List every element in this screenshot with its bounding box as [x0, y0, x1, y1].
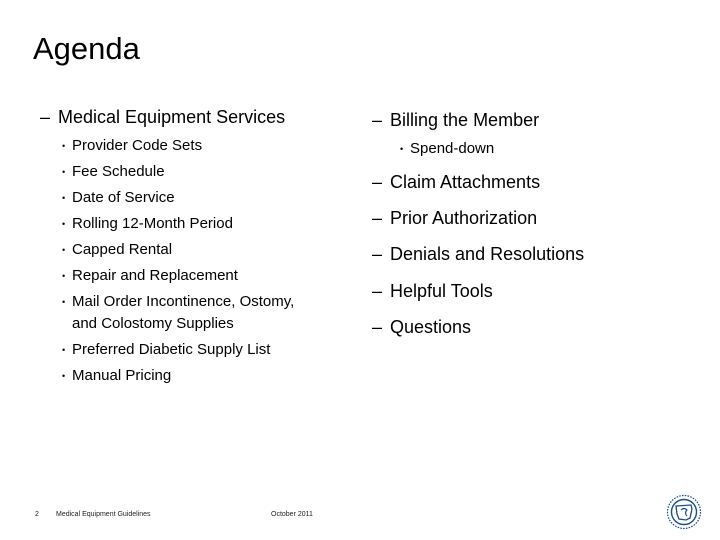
bullet-glyph: • — [62, 345, 66, 355]
bullet-glyph: • — [62, 193, 66, 203]
right-heading — [372, 207, 537, 229]
bullet-glyph: • — [62, 245, 66, 255]
list-item — [62, 239, 173, 261]
dash-glyph: – — [372, 110, 383, 130]
left-heading — [40, 106, 285, 128]
list-item-label: Provider Code Sets — [72, 137, 203, 154]
list-item-label: Fee Schedule — [72, 163, 165, 180]
right-heading — [372, 171, 540, 193]
bullet-glyph: • — [62, 219, 66, 229]
list-item — [62, 187, 175, 209]
dash-glyph: – — [372, 172, 383, 192]
dash-glyph: – — [372, 244, 383, 264]
bullet-glyph: • — [400, 144, 404, 154]
bullet-glyph: • — [62, 167, 66, 177]
list-item-label: Mail Order Incontinence, Ostomy, — [72, 293, 295, 310]
list-item-label-continued: and Colostomy Supplies — [72, 315, 234, 332]
list-item-label: Capped Rental — [72, 241, 173, 258]
seal-inner-ring — [672, 500, 697, 525]
list-item — [62, 135, 203, 157]
left-heading-label: Medical Equipment Services — [58, 107, 286, 127]
slide-title: Agenda — [33, 31, 140, 66]
list-item — [62, 161, 165, 183]
list-item-label: Preferred Diabetic Supply List — [72, 341, 271, 358]
right-heading — [372, 280, 493, 302]
footer-document-title: Medical Equipment Guidelines — [56, 511, 151, 518]
right-heading — [372, 109, 539, 131]
dash-glyph: – — [372, 281, 383, 301]
list-item-label: Manual Pricing — [72, 367, 172, 384]
list-item — [62, 213, 233, 235]
list-item — [62, 265, 238, 287]
right-heading — [372, 316, 471, 338]
right-heading-label: Denials and Resolutions — [390, 244, 585, 264]
state-agency-seal-icon — [666, 494, 702, 530]
dash-glyph: – — [40, 107, 51, 127]
dash-glyph: – — [372, 208, 383, 228]
list-item-label: Spend-down — [410, 140, 495, 157]
right-heading-label: Claim Attachments — [390, 172, 541, 192]
right-heading-label: Helpful Tools — [390, 281, 493, 301]
right-heading-label: Questions — [390, 317, 472, 337]
list-item-label: Rolling 12-Month Period — [72, 215, 233, 232]
bullet-glyph: • — [62, 371, 66, 381]
footer-page-number: 2 — [35, 511, 39, 518]
list-item-label: Repair and Replacement — [72, 267, 238, 284]
list-item-label: Date of Service — [72, 189, 175, 206]
footer-date: October 2011 — [271, 511, 313, 518]
bullet-glyph: • — [62, 297, 66, 307]
list-item — [62, 365, 172, 387]
list-item — [62, 291, 295, 335]
bullet-glyph: • — [62, 141, 66, 151]
right-heading-label: Prior Authorization — [390, 208, 538, 228]
dash-glyph: – — [372, 317, 383, 337]
right-heading-label: Billing the Member — [390, 110, 540, 130]
bullet-glyph: • — [62, 271, 66, 281]
right-heading — [372, 243, 584, 265]
list-item — [400, 138, 495, 160]
list-item — [62, 339, 271, 361]
